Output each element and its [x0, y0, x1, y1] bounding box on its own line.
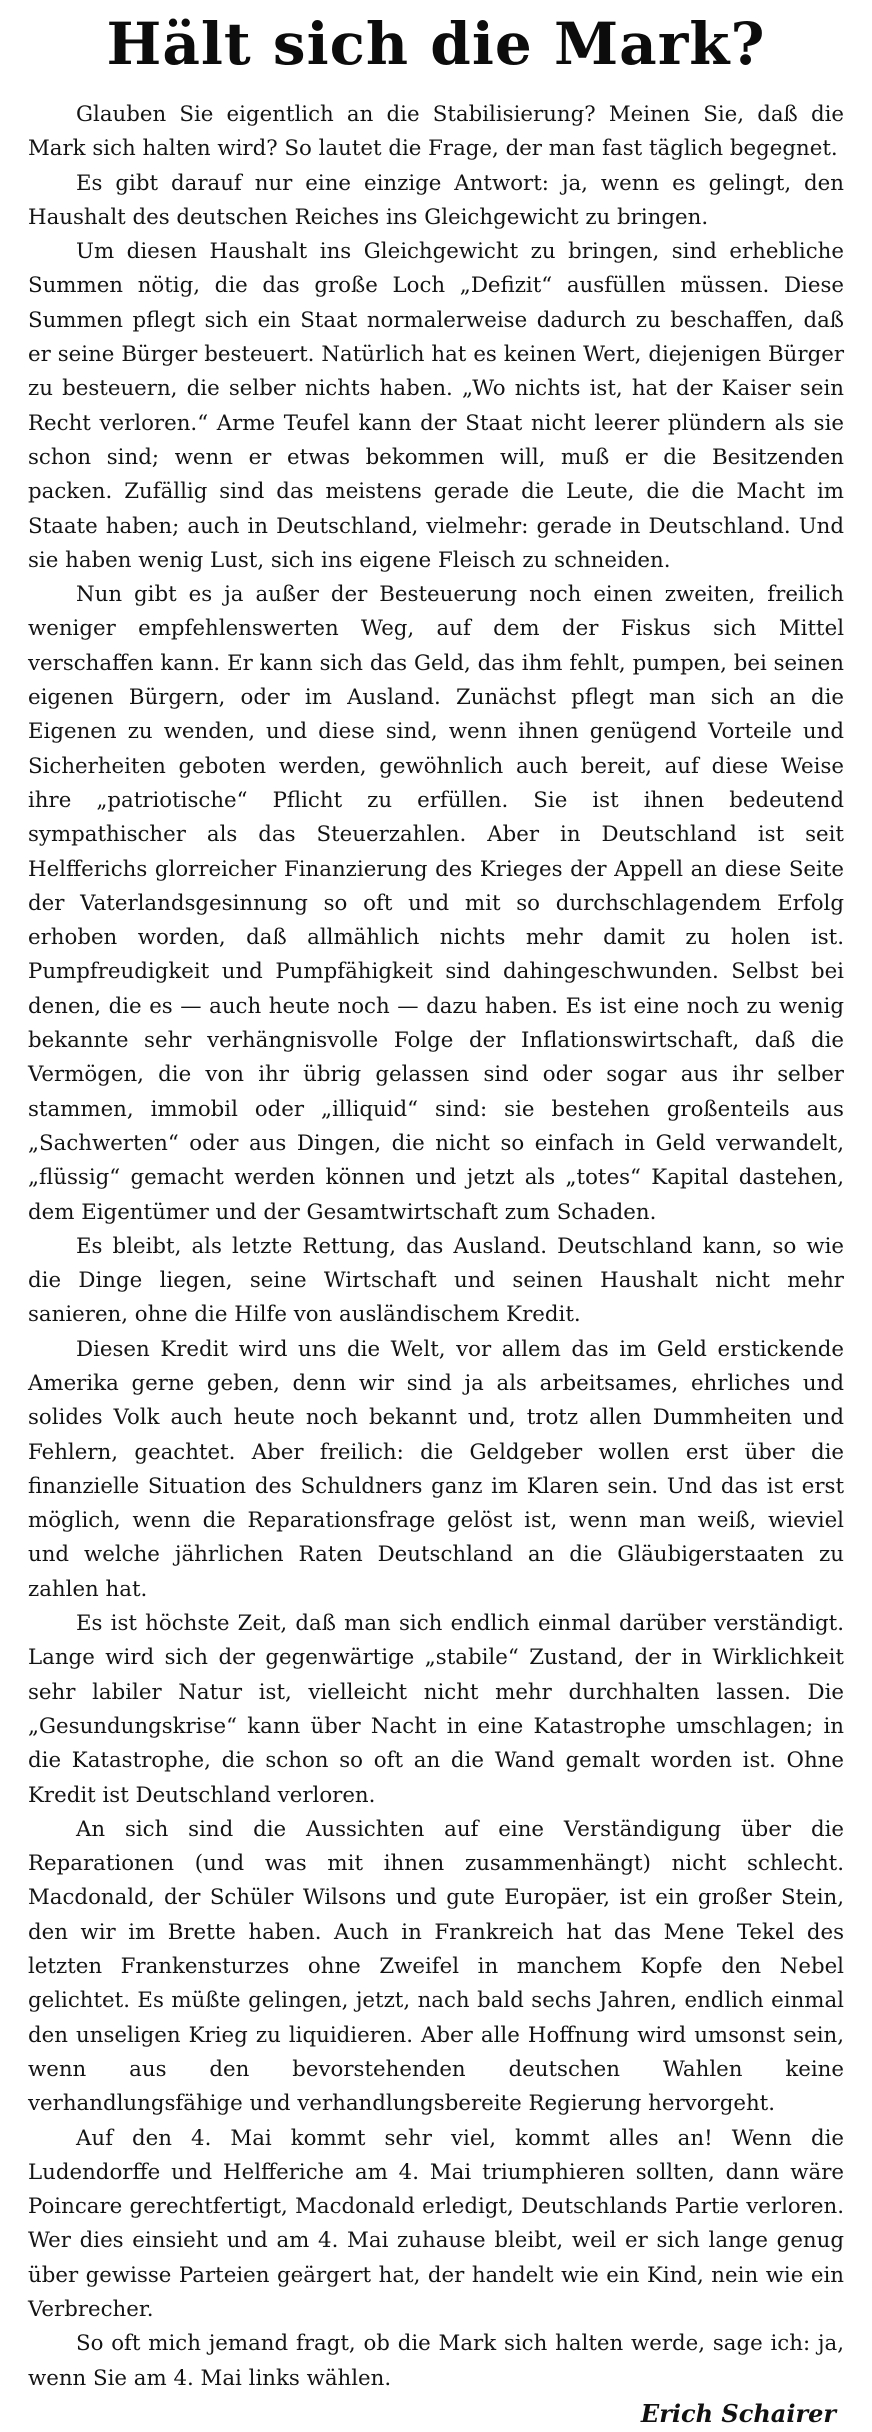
- article-body: [28, 98, 844, 2396]
- paragraph-stabilisierung-question: Glauben Sie eigentlich an die Stabilisierung? Meinen Sie, daß die Mark sich halten wird? So lautet die Frage, der man fast täglich begegnet.: [28, 102, 844, 162]
- paragraph-america-credit: Diesen Kredit wird uns die Welt, vor allem das im Geld erstickende Amerika gerne geben, denn wir sind ja als arbeitsames, ehrliches und solides Volk auch heute noch bekannt und, trotz allen Dummheiten und Fehlern, geachtet. Aber freilich: die Geldgeber wollen erst über die finanzielle Situation des Schuldners ganz im Klaren sein. Und das ist erst möglich, wenn die Reparationsfrage gelöst ist, wenn man weiß, wieviel und welche jährlichen Raten Deutschland an die Gläubigerstaaten zu zahlen hat.: [28, 1336, 844, 1602]
- paragraph-borrowing: Nun gibt es ja außer der Besteuerung noch einen zweiten, freilich weniger empfehlenswerten Weg, auf dem der Fiskus sich Mittel verschaffen kann. Er kann sich das Geld, das ihm fehlt, pumpen, bei seinen eigenen Bürgern, oder im Ausland. Zunächst pflegt man sich an die Eigenen zu wenden, und diese sind, wenn ihnen genügend Vorteile und Sicherheiten geboten werden, gewöhnlich auch bereit, auf diese Weise ihre „patriotische“ Pflicht zu erfüllen. Sie ist ihnen bedeutend sympathischer als das Steuerzahlen. Aber in Deutschland ist seit Helfferichs glorreicher Finanzierung des Krieges der Appell an diese Seite der Vaterlandsgesinnung so oft und mit so durchschlagendem Erfolg erhoben worden, daß allmählich nichts mehr damit zu holen ist. Pumpfreudigkeit und Pumpfähigkeit sind dahingeschwunden. Selbst bei denen, die es — auch heute noch — dazu haben. Es ist eine noch zu wenig bekannte sehr verhängnisvolle Folge der Inflationswirtschaft, daß die Vermögen, die von ihr übrig gelassen sind oder sogar aus ihr selber stammen, immobil oder „illiquid“ sind: sie bestehen großenteils aus „Sachwerten“ oder aus Dingen, die nicht so einfach in Geld verwandelt, „flüssig“ gemacht werden können und jetzt als „totes“ Kapital dastehen, dem Eigentümer und der Gesamtwirtschaft zum Schaden.: [28, 582, 844, 1225]
- paragraph-foreign-credit: Es bleibt, als letzte Rettung, das Ausland. Deutschland kann, so wie die Dinge liegen, seine Wirtschaft und seinen Haushalt nicht mehr sanieren, ohne die Hilfe von ausländischem Kredit.: [28, 1233, 844, 1328]
- paragraph-may-fourth: Auf den 4. Mai kommt sehr viel, kommt alles an! Wenn die Ludendorffe und Helfferiche am 4. Mai triumphieren sollten, dann wäre Poincare gerechtfertigt, Macdonald erledigt, Deutschlands Partie verloren. Wer dies einsieht und am 4. Mai zuhause bleibt, weil er sich lange genug über gewisse Parteien geärgert hat, der handelt wie ein Kind, nein wie ein Verbrecher.: [28, 2125, 844, 2322]
- paragraph-taxation: Um diesen Haushalt ins Gleichgewicht zu bringen, sind erhebliche Summen nötig, die das große Loch „Defizit“ ausfüllen müssen. Diese Summen pflegt sich ein Staat normalerweise dadurch zu beschaffen, daß er seine Bürger besteuert. Natürlich hat es keinen Wert, diejenigen Bürger zu besteuern, die selber nichts haben. „Wo nichts ist, hat der Kaiser sein Recht verloren.“ Arme Teufel kann der Staat nicht leerer plündern als sie schon sind; wenn er etwas bekommen will, muß er die Besitzenden packen. Zufällig sind das meistens gerade die Leute, die die Macht im Staate haben; auch in Deutschland, vielmehr: gerade in Deutschland. Und sie haben wenig Lust, sich ins eigene Fleisch zu schneiden.: [28, 239, 844, 573]
- paragraph-highest-time: Es ist höchste Zeit, daß man sich endlich einmal darüber verständigt. Lange wird sich der gegenwärtige „stabile“ Zustand, der in Wirklichkeit sehr labiler Natur ist, vielleicht nicht mehr durchhalten lassen. Die „Gesundungskrise“ kann über Nacht in eine Katastrophe umschlagen; in die Katastrophe, die schon so oft an die Wand gemalt worden ist. Ohne Kredit ist Deutschland verloren.: [28, 1611, 844, 1808]
- paragraph-reparations-outlook: An sich sind die Aussichten auf eine Verständigung über die Reparationen (und was mit ihnen zusammenhängt) nicht schlecht. Macdonald, der Schüler Wilsons und gute Europäer, ist ein großer Stein, den wir im Brette haben. Auch in Frankreich hat das Mene Tekel des letzten Frankensturzes ohne Zweifel in manchem Kopfe den Nebel gelichtet. Es müßte gelingen, jetzt, nach bald sechs Jahren, endlich einmal den unseligen Krieg zu liquidieren. Aber alle Hoffnung wird umsonst sein, wenn aus den bevorstehenden deutschen Wahlen keine verhandlungsfähige und verhandlungsbereite Regierung hervorgeht.: [28, 1816, 844, 2117]
- paragraph-single-answer: Es gibt darauf nur eine einzige Antwort: ja, wenn es gelingt, den Haushalt des deutschen Reiches ins Gleichgewicht zu bringen.: [28, 170, 844, 230]
- paragraph-vote-left: So oft mich jemand fragt, ob die Mark sich halten werde, sage ich: ja, wenn Sie am 4. Mai links wählen.: [28, 2331, 844, 2391]
- article-headline: Hält sich die Mark?: [106, 10, 766, 78]
- author-byline: Erich Schairer: [640, 2398, 836, 2428]
